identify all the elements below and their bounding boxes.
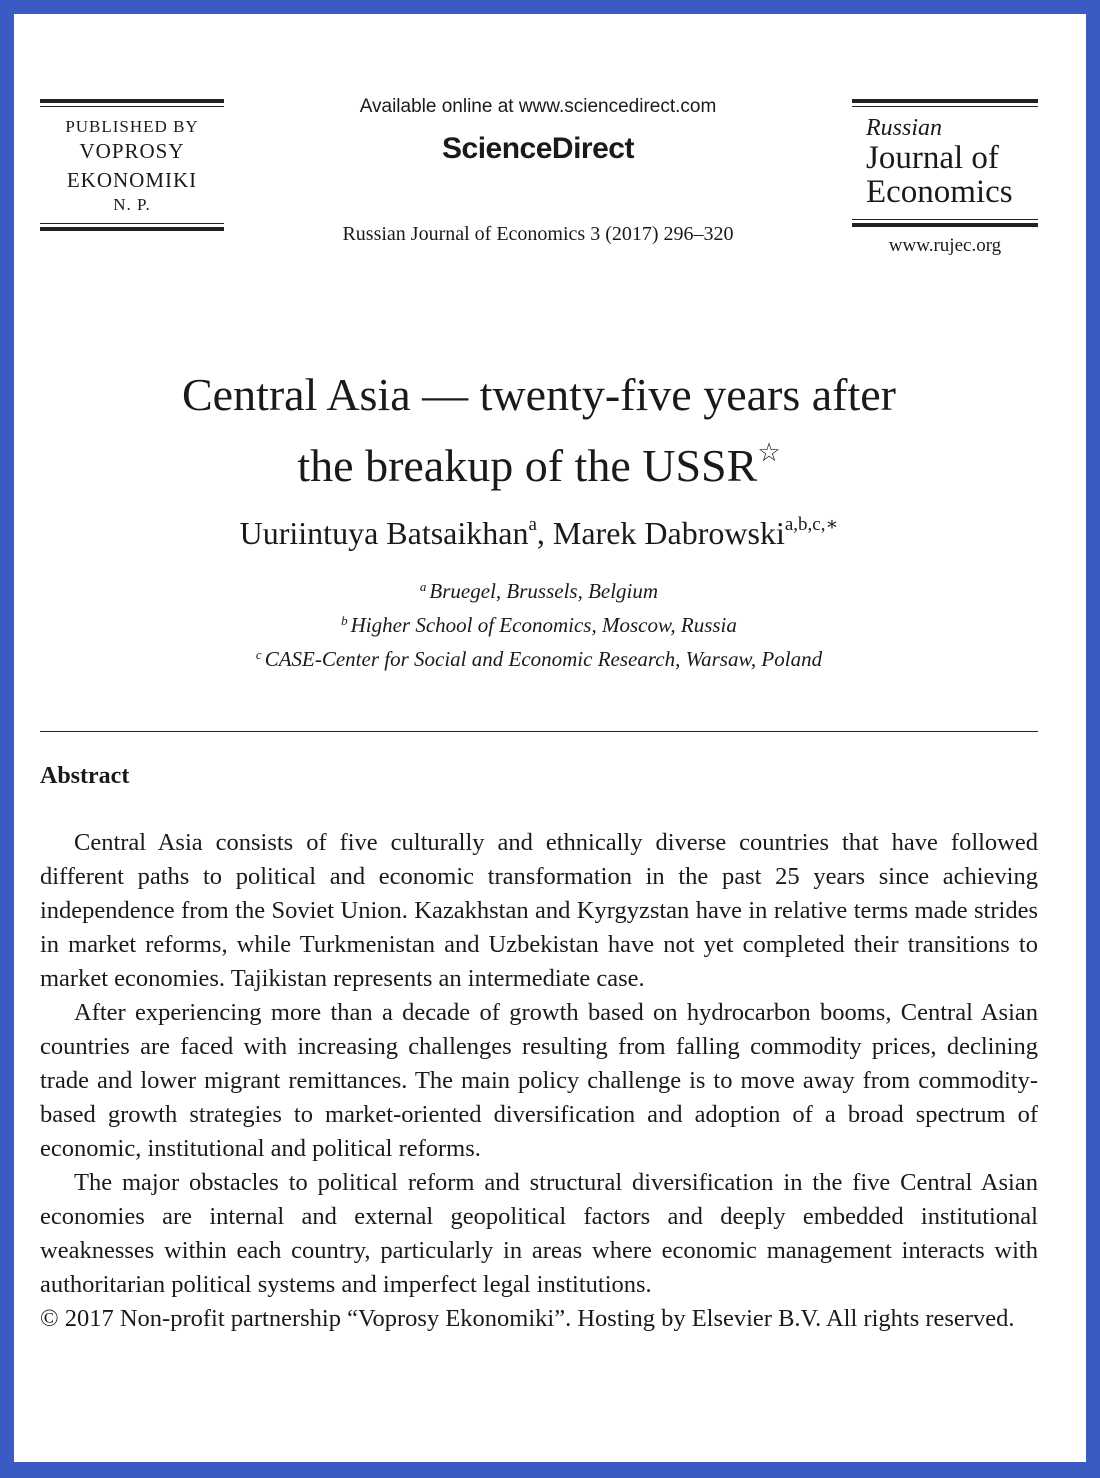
abstract-paragraph: Central Asia consists of five culturally and ethnically diverse countries that have followed different paths to political and economic transformation in the past 25 years since achieving independence from the Soviet Union. Kazakhstan and Kyrgyzstan have in relative terms made strides in market reforms, while Turkmenistan and Uzbekistan have not yet completed their transitions to market economies. Tajikistan represents an intermediate case. (40, 829, 1038, 992)
publisher-bottom-rule (40, 223, 224, 231)
affiliation-item (14, 572, 1064, 606)
author-affiliation-mark[interactable] (785, 514, 839, 535)
section-divider (40, 731, 1038, 732)
abstract-paragraph: After experiencing more than a decade of growth based on hydrocarbon booms, Central Asian countries are faced with increasing challenges resulting from falling commodity prices, declining trade and lower migrant remittances. The main policy challenge is to move away from commodity-based growth strategies to market-oriented diversification and adoption of a broad spectrum of economic, institutional and political reforms. (40, 999, 1038, 1162)
sciencedirect-logo: ScienceDirect (442, 132, 634, 165)
author-list (14, 513, 1064, 552)
copyright-notice: © 2017 Non-profit partnership “Voprosy Ekonomiki”. Hosting by Elsevier B.V. All rights reserved. (40, 1305, 1015, 1332)
available-online-text: Available online at www.sciencedirect.com (359, 96, 717, 117)
affiliation-text: Higher School of Economics, Moscow, Russia (350, 613, 737, 637)
journal-bottom-rule (852, 219, 1038, 227)
publisher-name-line2: EKONOMIKI (66, 168, 198, 192)
article-title (14, 366, 1064, 495)
affiliation-mark: a (419, 579, 427, 594)
affiliation-list (14, 572, 1064, 674)
author-separator: , (536, 515, 553, 551)
affiliation-mark: c (255, 647, 262, 662)
affiliation-text: Bruegel, Brussels, Belgium (429, 579, 659, 603)
author-name: Uuriintuya Batsaikhan (239, 515, 529, 551)
affiliation-item (14, 606, 1064, 640)
journal-name-russian: Russian (866, 115, 943, 141)
journal-name-line1: Journal of (866, 140, 999, 176)
affiliation-item (14, 640, 1064, 674)
article-page (14, 14, 1086, 1462)
author-affiliation-mark[interactable]: a (528, 514, 537, 535)
star-footnote-icon[interactable]: ☆ (757, 438, 781, 467)
published-by-label: PUBLISHED BY (65, 117, 199, 136)
affiliation-text: CASE-Center for Social and Economic Research, Warsaw, Poland (264, 647, 823, 671)
journal-url: www.rujec.org (888, 235, 1002, 256)
journal-top-rule (852, 99, 1038, 107)
title-line-1: Central Asia — twenty-five years after (181, 369, 896, 420)
journal-citation: Russian Journal of Economics 3 (2017) 296–320 (342, 223, 734, 245)
publisher-name-line1: VOPROSY (79, 139, 185, 163)
publisher-block (40, 99, 224, 231)
affiliation-mark: b (341, 613, 348, 628)
corresponding-author-icon: ∗ (825, 514, 839, 535)
journal-name-line2: Economics (866, 174, 1013, 210)
abstract-paragraph: The major obstacles to political reform and structural diversification in the five Central Asian economies are internal and external geopolitical factors and deeply embedded institutional weaknesses within each country, particularly in areas where economic management interacts with authoritarian political systems and imperfect legal institutions. (40, 1169, 1038, 1298)
author-name: Marek Dabrowski (552, 515, 785, 551)
abstract-body (40, 826, 1038, 1336)
title-line-2-text: the breakup of the USSR (297, 440, 758, 491)
publisher-name-line3: N. P. (113, 195, 151, 214)
journal-block (852, 99, 1038, 257)
abstract-heading: Abstract (40, 763, 130, 789)
title-line-2 (14, 424, 1064, 495)
publisher-top-rule (40, 99, 224, 107)
author-affiliation-letters: a,b,c, (784, 514, 826, 535)
